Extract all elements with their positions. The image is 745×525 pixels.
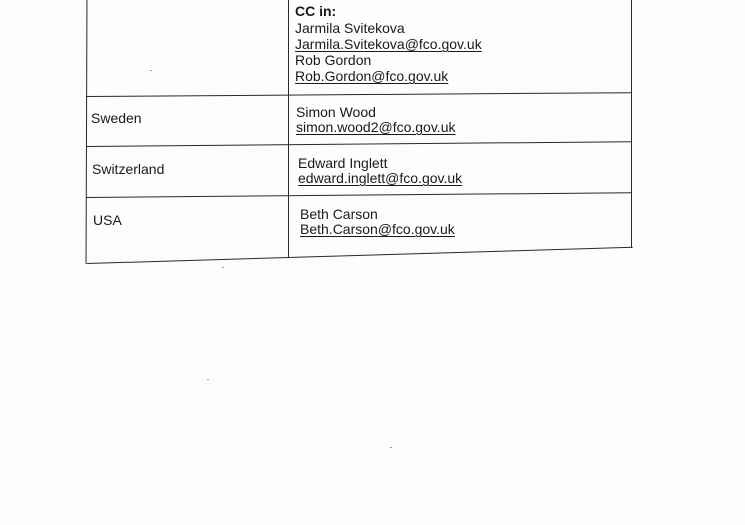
contact-name: Rob Gordon (295, 52, 372, 68)
contact-email-link[interactable]: edward.inglett@fco.gov.uk (298, 170, 463, 186)
table-column-divider (288, 0, 289, 258)
country-cell: USA (93, 212, 122, 228)
contact-email-link[interactable]: Jarmila.Svitekova@fco.gov.uk (295, 36, 482, 52)
contact-email-link[interactable]: simon.wood2@fco.gov.uk (296, 119, 456, 135)
contact-name: Edward Inglett (298, 155, 388, 171)
contact-name: Jarmila Svitekova (295, 20, 405, 36)
contact-name: Beth Carson (300, 206, 378, 222)
table-bottom-border (87, 247, 633, 264)
scan-speck (390, 447, 392, 448)
table-row-divider (86, 141, 632, 147)
table-left-border (86, 0, 88, 264)
table-row-divider (86, 92, 631, 97)
contact-name: Simon Wood (296, 104, 376, 120)
cc-heading: CC in: (295, 3, 337, 19)
table-row-divider (86, 192, 632, 198)
scan-speck (207, 379, 209, 380)
contact-email-link[interactable]: Beth.Carson@fco.gov.uk (300, 221, 455, 237)
scan-speck (222, 267, 224, 268)
scan-speck (150, 70, 152, 71)
country-cell: Sweden (91, 110, 142, 126)
contact-email-link[interactable]: Rob.Gordon@fco.gov.uk (295, 68, 449, 84)
country-cell: Switzerland (92, 161, 165, 177)
table-right-border (631, 0, 632, 248)
